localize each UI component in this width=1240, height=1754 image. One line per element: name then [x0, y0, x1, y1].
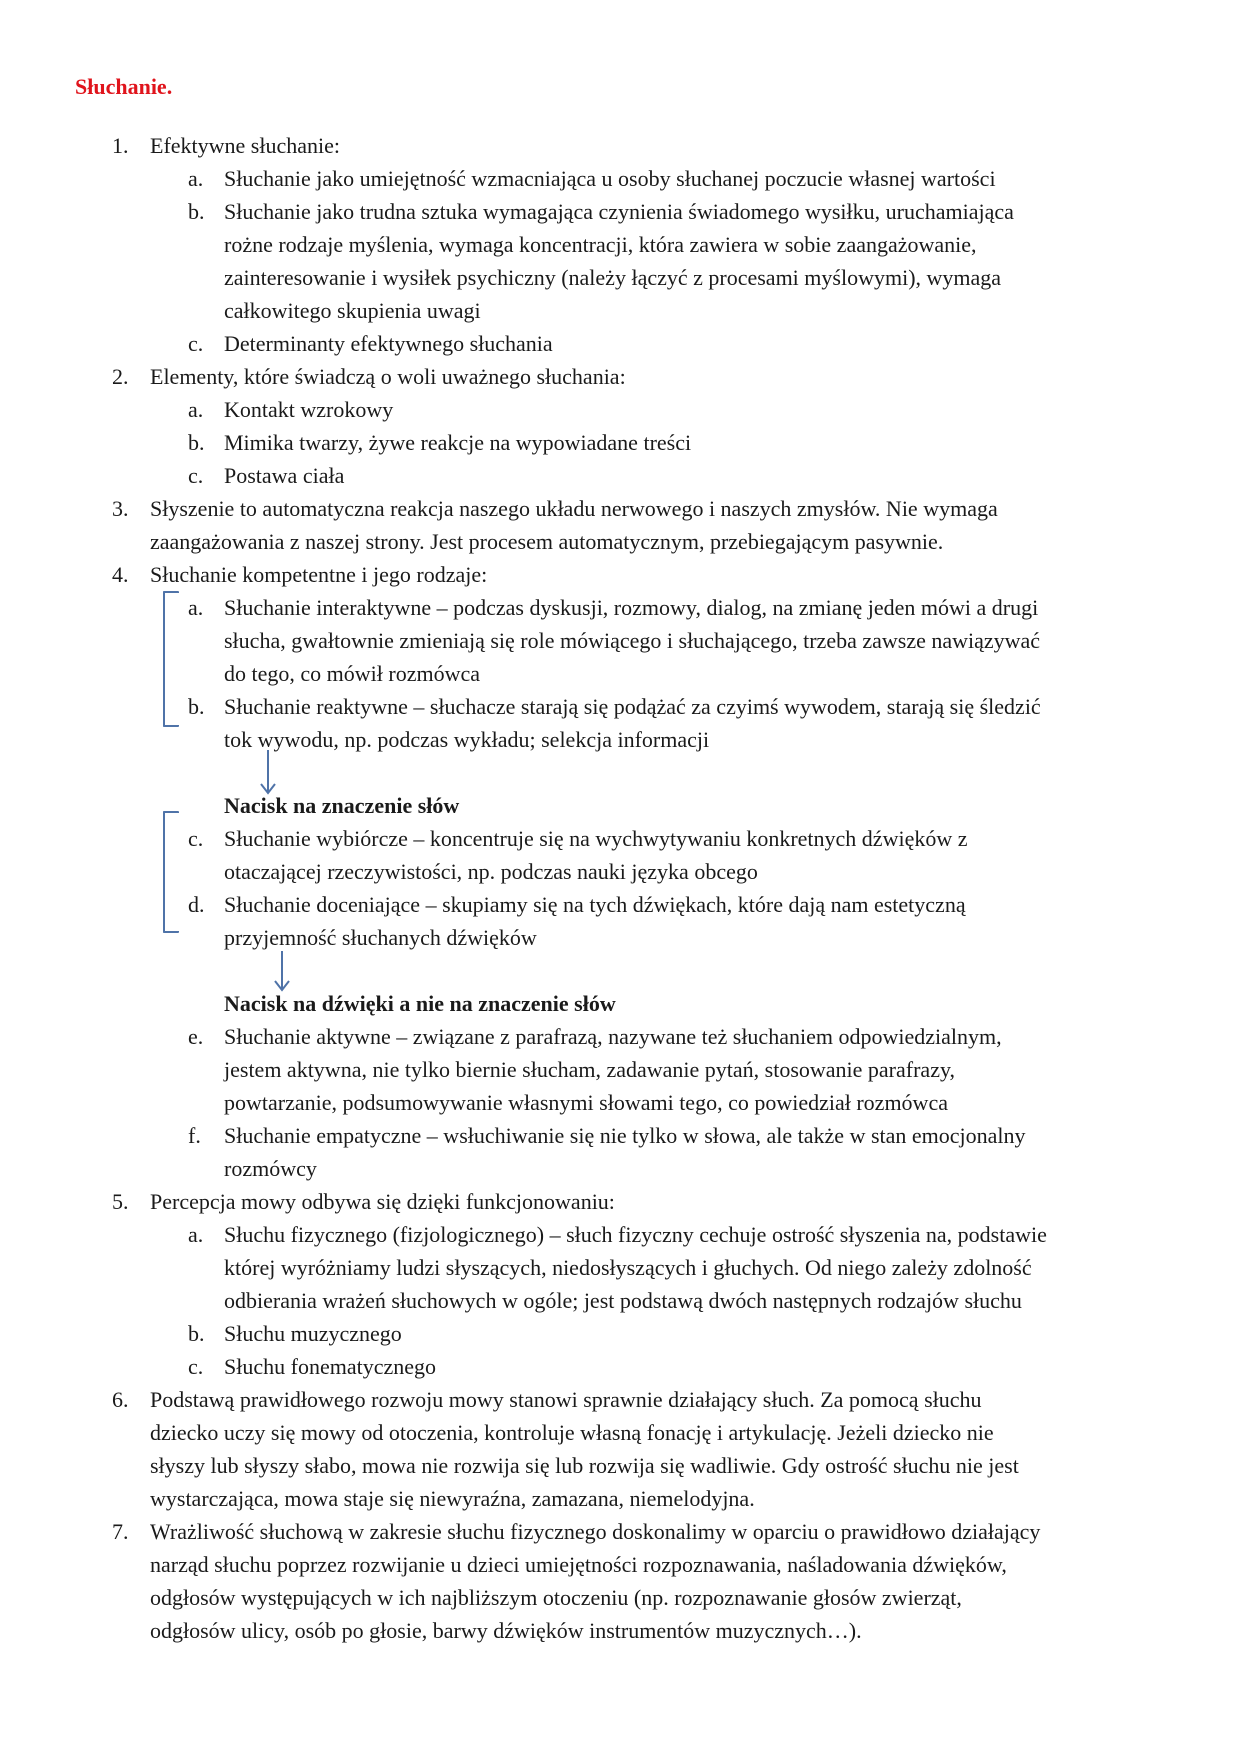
text-line: dziecko uczy się mowy od otoczenia, kontroluje własną fonację i artykulację. Jeżeli dziecko nie	[150, 1420, 994, 1445]
list-letter: a.	[188, 595, 204, 620]
list-letter: c.	[188, 331, 204, 356]
text-line: Słuchu fonematycznego	[224, 1354, 436, 1379]
list-letter: c.	[188, 826, 204, 851]
section-heading: Nacisk na dźwięki a nie na znaczenie słów	[224, 991, 616, 1016]
text-line: Słuchu fizycznego (fizjologicznego) – słuch fizyczny cechuje ostrość słyszenia na, podstawie	[224, 1222, 1047, 1247]
list-letter: b.	[188, 1321, 205, 1346]
down-arrow-icon	[258, 750, 278, 796]
text-line: Słuchanie reaktywne – słuchacze starają się podążać za czyimś wywodem, starają się śledzić	[224, 694, 1041, 719]
list-number: 7.	[112, 1519, 129, 1544]
text-line: Mimika twarzy, żywe reakcje na wypowiadane treści	[224, 430, 692, 455]
list-number: 2.	[112, 364, 129, 389]
text-line: otaczającej rzeczywistości, np. podczas nauki języka obcego	[224, 859, 758, 884]
text-line: Podstawą prawidłowego rozwoju mowy stanowi sprawnie działający słuch. Za pomocą słuchu	[150, 1387, 982, 1412]
text-line: Słuchanie kompetentne i jego rodzaje:	[150, 562, 488, 587]
text-line: Słuchanie jako trudna sztuka wymagająca czynienia świadomego wysiłku, uruchamiająca	[224, 199, 1014, 224]
list-number: 1.	[112, 133, 129, 158]
text-line: Postawa ciała	[224, 463, 345, 488]
list-letter: b.	[188, 430, 205, 455]
text-line: słucha, gwałtownie zmieniają się role mówiącego i słuchającego, trzeba zawsze nawiązywać	[224, 628, 1041, 653]
text-line: Słyszenie to automatyczna reakcja naszego układu nerwowego i naszych zmysłów. Nie wymaga	[150, 496, 998, 521]
text-line: Percepcja mowy odbywa się dzięki funkcjonowaniu:	[150, 1189, 615, 1214]
text-line: Słuchanie doceniające – skupiamy się na tych dźwiękach, które dają nam estetyczną	[224, 892, 966, 917]
text-line: wystarczająca, mowa staje się niewyraźna, zamazana, niemelodyjna.	[150, 1486, 755, 1511]
list-letter: a.	[188, 397, 204, 422]
text-line: Słuchanie jako umiejętność wzmacniająca u osoby słuchanej poczucie własnej wartości	[224, 166, 996, 191]
text-line: tok wywodu, np. podczas wykładu; selekcja informacji	[224, 727, 710, 752]
list-letter: d.	[188, 892, 205, 917]
down-arrow-icon	[272, 951, 292, 993]
list-letter: c.	[188, 463, 204, 488]
bracket-group-cd	[163, 811, 179, 933]
page-title: Słuchanie.	[75, 74, 173, 99]
text-line: Słuchanie interaktywne – podczas dyskusji, rozmowy, dialog, na zmianę jeden mówi a drugi	[224, 595, 1039, 620]
text-line: Efektywne słuchanie:	[150, 133, 340, 158]
list-letter: a.	[188, 166, 204, 191]
text-line: Słuchanie empatyczne – wsłuchiwanie się nie tylko w słowa, ale także w stan emocjonalny	[224, 1123, 1026, 1148]
text-line: odbierania wrażeń słuchowych w ogóle; jest podstawą dwóch następnych rodzajów słuchu	[224, 1288, 1022, 1313]
text-line: przyjemność słuchanych dźwięków	[224, 925, 537, 950]
text-line: Słuchu muzycznego	[224, 1321, 402, 1346]
text-line: rożne rodzaje myślenia, wymaga koncentracji, która zawiera w sobie zaangażowanie,	[224, 232, 977, 257]
list-letter: b.	[188, 694, 205, 719]
list-number: 4.	[112, 562, 129, 587]
list-number: 3.	[112, 496, 129, 521]
text-line: Kontakt wzrokowy	[224, 397, 394, 422]
text-line: rozmówcy	[224, 1156, 317, 1181]
text-line: całkowitego skupienia uwagi	[224, 298, 481, 323]
text-line: zaangażowania z naszej strony. Jest procesem automatycznym, przebiegającym pasywnie.	[150, 529, 944, 554]
bracket-group-ab	[163, 591, 179, 727]
text-line: do tego, co mówił rozmówca	[224, 661, 480, 686]
list-letter: a.	[188, 1222, 204, 1247]
list-letter: f.	[188, 1123, 201, 1148]
text-line: Wrażliwość słuchową w zakresie słuchu fizycznego doskonalimy w oparciu o prawidłowo działający	[150, 1519, 1041, 1544]
text-line: powtarzanie, podsumowywanie własnymi słowami tego, co powiedział rozmówca	[224, 1090, 948, 1115]
text-line: odgłosów ulicy, osób po głosie, barwy dźwięków instrumentów muzycznych…).	[150, 1618, 862, 1643]
section-heading: Nacisk na znaczenie słów	[224, 793, 460, 818]
text-line: jestem aktywna, nie tylko biernie słucham, zadawanie pytań, stosowanie parafrazy,	[224, 1057, 956, 1082]
text-line: zainteresowanie i wysiłek psychiczny (należy łączyć z procesami myślowymi), wymaga	[224, 265, 1002, 290]
list-letter: e.	[188, 1024, 204, 1049]
list-letter: b.	[188, 199, 205, 224]
text-line: Determinanty efektywnego słuchania	[224, 331, 553, 356]
text-line: słyszy lub słyszy słabo, mowa nie rozwija się lub rozwija się wadliwie. Gdy ostrość słuchu nie jest	[150, 1453, 1019, 1478]
text-line: Słuchanie aktywne – związane z parafrazą, nazywane też słuchaniem odpowiedzialnym,	[224, 1024, 1002, 1049]
text-line: odgłosów występujących w ich najbliższym otoczeniu (np. rozpoznawanie głosów zwierząt,	[150, 1585, 962, 1610]
text-line: Elementy, które świadczą o woli uważnego słuchania:	[150, 364, 626, 389]
text-line: której wyróżniamy ludzi słyszących, niedosłyszących i głuchych. Od niego zależy zdolność	[224, 1255, 1032, 1280]
list-letter: c.	[188, 1354, 204, 1379]
text-line: Słuchanie wybiórcze – koncentruje się na wychwytywaniu konkretnych dźwięków z	[224, 826, 968, 851]
list-number: 6.	[112, 1387, 129, 1412]
text-line: narząd słuchu poprzez rozwijanie u dzieci umiejętności rozpoznawania, naśladowania dźwięków,	[150, 1552, 1007, 1577]
list-number: 5.	[112, 1189, 129, 1214]
